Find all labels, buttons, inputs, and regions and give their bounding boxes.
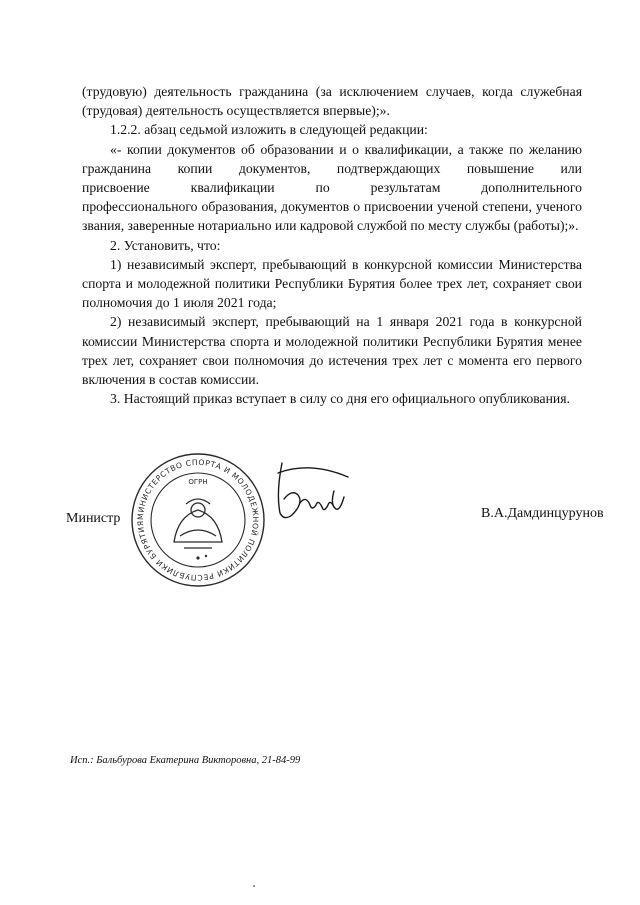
paragraph-continuation: (трудовую) деятельность гражданина (за исключением случаев, когда служебная (трудовая) деятельность осуществляется впервые);». <box>82 84 582 119</box>
paragraph-subitem-2: 2) независимый эксперт, пребывающий на 1 января 2021 года в конкурсной комиссии Министерства спорта и молодежной политики Республики Бурятия менее трех лет, сохраняет свои полномочия до истечения трех лет с момента его первого включения в состав комиссии. <box>82 314 582 388</box>
paragraph-quote-part-1: «- копии документов об образовании и о квалификации, а также по желанию гражданина копии документов, подтверждающих повышение или <box>82 141 582 176</box>
minister-title: Министр <box>66 511 121 526</box>
scan-speck <box>253 885 255 887</box>
paragraph-1-2-2: 1.2.2. абзац седьмой изложить в следующей редакции: <box>110 122 428 138</box>
paragraph-quote-part-2: присвоение квалификации по результатам дополнительного <box>82 180 582 196</box>
official-seal-icon <box>128 450 268 590</box>
paragraph-item-2: 2. Установить, что: <box>110 237 221 253</box>
document-body <box>82 82 582 408</box>
minister-name: В.А.Дамдинцурунов <box>481 506 604 521</box>
svg-text:МИНИСТЕРСТВО СПОРТА И МОЛОДЕЖН <box>136 458 260 582</box>
seal-outer-text: МИНИСТЕРСТВО СПОРТА И МОЛОДЕЖНОЙ ПОЛИТИКИ РЕСПУБЛИКИ БУРЯТИЯ <box>135 457 261 583</box>
paragraph-quote-part-3: профессионального образования, документов о присвоении ученой степени, ученого звания, заверенные нотариально или кадровой службой по месту службы (работы);». <box>82 199 582 234</box>
paragraph-subitem-1: 1) независимый эксперт, пребывающий в конкурсной комиссии Министерства спорта и молодежной политики Республики Бурятия более трех лет, сохраняет свои полномочия до 1 июля 2021 года; <box>82 256 582 311</box>
executor-note: Исп.: Бальбурова Екатерина Викторовна, 21-84-99 <box>70 755 301 766</box>
signature-icon <box>270 455 360 530</box>
seal-inner-text: ОГРН <box>188 478 208 486</box>
paragraph-item-3: 3. Настоящий приказ вступает в силу со дня его официального опубликования. <box>110 391 570 407</box>
